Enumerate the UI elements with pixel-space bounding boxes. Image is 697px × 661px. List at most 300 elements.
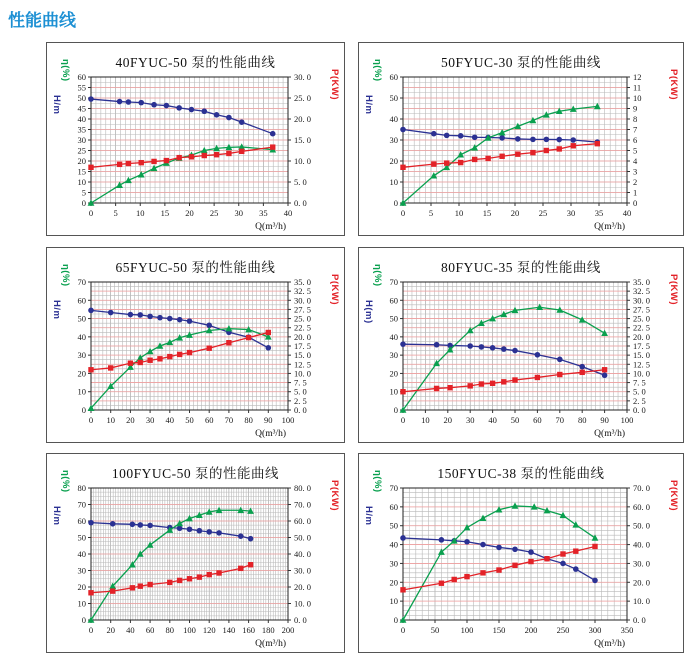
x-tick-label: 10	[106, 415, 115, 425]
right-tick-label: 20. 0	[633, 577, 650, 588]
chart-65fyuc-50	[46, 247, 345, 443]
x-tick-label: 300	[588, 625, 602, 635]
head-axis-label: H(m)	[363, 300, 374, 324]
right-tick-label: 5. 0	[294, 386, 307, 397]
right-tick-label: 40. 0	[294, 549, 311, 559]
head-marker	[467, 343, 473, 349]
left-tick-label: 5	[81, 187, 86, 198]
left-tick-label: 10	[77, 177, 86, 187]
head-marker	[216, 530, 222, 536]
right-tick-label: 27. 5	[294, 304, 311, 315]
x-tick-label: 20	[185, 208, 194, 218]
right-tick-label: 0. 0	[633, 615, 646, 625]
power-marker	[444, 160, 449, 165]
power-marker	[138, 360, 143, 365]
power-axis-label: P(KW)	[329, 274, 340, 305]
head-marker	[560, 561, 566, 567]
head-marker	[573, 566, 579, 572]
right-tick-label: 20. 0	[294, 582, 311, 592]
x-tick-label: 250	[556, 625, 570, 635]
power-marker	[557, 372, 562, 377]
x-axis-label: Q(m³/h)	[594, 429, 625, 439]
power-marker	[544, 148, 549, 153]
right-tick-label: 5. 0	[633, 386, 646, 397]
power-marker	[595, 141, 600, 146]
power-marker	[88, 590, 93, 595]
head-marker	[515, 136, 521, 142]
power-marker	[157, 356, 162, 361]
right-tick-label: 32. 5	[633, 286, 650, 297]
x-tick-label: 20	[443, 415, 453, 425]
head-marker	[128, 312, 134, 318]
x-tick-label: 100	[620, 415, 634, 425]
head-marker	[501, 346, 507, 352]
right-tick-label: 0. 0	[633, 405, 646, 415]
head-marker	[472, 134, 478, 140]
eta-axis-label: η(%)	[60, 470, 71, 493]
left-tick-label: 40	[77, 331, 86, 342]
power-marker	[472, 157, 477, 162]
head-marker	[187, 318, 193, 324]
head-marker	[557, 357, 563, 363]
left-tick-label: 70	[389, 277, 398, 287]
power-marker	[573, 548, 578, 553]
left-tick-label: 60	[389, 72, 398, 82]
x-tick-label: 80	[244, 415, 253, 425]
right-tick-label: 30. 0	[633, 295, 650, 306]
power-marker	[187, 576, 192, 581]
right-tick-label: 35. 0	[633, 277, 650, 287]
left-tick-label: 0	[81, 198, 86, 208]
left-tick-label: 20	[389, 156, 398, 166]
head-marker	[177, 317, 183, 323]
efficiency-curve	[403, 307, 605, 410]
left-tick-label: 10	[77, 598, 86, 609]
x-tick-label: 35	[594, 208, 604, 218]
right-tick-label: 1	[633, 187, 638, 198]
chart-title: 40FYUC-50 泵的性能曲线	[115, 55, 276, 70]
head-marker	[400, 127, 406, 133]
power-marker	[499, 154, 504, 159]
efficiency-marker	[457, 151, 464, 157]
chart-title: 150FYUC-38 泵的性能曲线	[437, 466, 605, 481]
right-tick-label: 50. 0	[294, 532, 311, 543]
x-tick-label: 200	[281, 625, 295, 635]
x-tick-label: 90	[264, 415, 273, 425]
x-axis-label: Q(m³/h)	[255, 639, 286, 649]
head-marker	[480, 542, 486, 548]
right-tick-label: 15. 0	[633, 350, 650, 361]
chart-plot	[359, 43, 683, 235]
right-tick-label: 35. 0	[294, 277, 311, 287]
head-marker	[226, 115, 232, 121]
x-tick-label: 160	[242, 625, 255, 635]
chart-plot	[47, 43, 344, 235]
head-axis-label: H/m	[51, 95, 62, 115]
right-tick-label: 60. 0	[294, 516, 311, 526]
chart-40fyuc-50	[46, 42, 345, 236]
head-marker	[528, 549, 534, 555]
x-tick-label: 180	[261, 625, 275, 635]
right-tick-label: 0	[633, 198, 638, 208]
right-tick-label: 3	[633, 166, 638, 177]
power-marker	[246, 335, 251, 340]
chart-80fyuc-35	[358, 247, 684, 443]
head-marker	[137, 522, 143, 528]
power-marker	[512, 377, 517, 382]
left-tick-label: 20	[389, 577, 398, 588]
right-tick-label: 15. 0	[294, 135, 311, 145]
power-marker	[108, 365, 113, 370]
left-tick-label: 40	[77, 549, 86, 559]
right-tick-label: 80. 0	[294, 483, 311, 493]
power-marker	[238, 566, 243, 571]
head-marker	[570, 137, 576, 143]
head-marker	[110, 521, 116, 527]
x-axis-label: Q(m³/h)	[594, 639, 625, 649]
eta-axis-label: η(%)	[60, 59, 71, 82]
efficiency-marker	[594, 103, 601, 109]
left-tick-label: 0	[81, 405, 86, 415]
right-tick-label: 22. 5	[294, 322, 311, 333]
left-tick-label: 40	[389, 539, 398, 550]
x-tick-label: 150	[492, 625, 506, 635]
head-marker	[206, 529, 212, 535]
x-tick-label: 100	[281, 415, 295, 425]
x-tick-label: 70	[555, 415, 565, 425]
power-marker	[439, 581, 444, 586]
power-marker	[434, 386, 439, 391]
power-marker	[400, 389, 405, 394]
power-marker	[164, 158, 169, 163]
power-marker	[202, 153, 207, 158]
right-tick-label: 27. 5	[633, 304, 650, 315]
left-tick-label: 0	[393, 198, 398, 208]
x-tick-label: 0	[400, 208, 406, 218]
left-tick-label: 0	[393, 405, 398, 415]
left-tick-label: 30	[77, 135, 86, 145]
left-tick-label: 0	[81, 615, 86, 625]
power-marker	[187, 350, 192, 355]
efficiency-marker	[430, 172, 437, 178]
power-marker	[214, 152, 219, 157]
left-tick-label: 50	[77, 93, 86, 103]
right-tick-label: 70. 0	[294, 499, 311, 510]
chart-title: 50FYUC-30 泵的性能曲线	[441, 55, 601, 70]
right-tick-label: 9	[633, 103, 638, 114]
left-tick-label: 40	[77, 114, 86, 124]
power-marker	[580, 370, 585, 375]
power-marker	[544, 556, 549, 561]
head-marker	[248, 536, 254, 542]
head-curve	[91, 99, 273, 134]
power-axis-label: P(KW)	[329, 480, 340, 511]
right-tick-label: 10	[633, 93, 642, 103]
power-marker	[468, 383, 473, 388]
right-tick-label: 17. 5	[294, 341, 311, 351]
x-tick-label: 60	[145, 625, 155, 635]
chart-plot	[47, 454, 344, 652]
power-marker	[479, 381, 484, 386]
head-marker	[479, 344, 485, 350]
power-marker	[512, 563, 517, 568]
x-tick-label: 30	[234, 208, 243, 218]
power-marker	[216, 570, 221, 575]
power-axis-label: P(KW)	[668, 480, 679, 511]
right-tick-label: 17. 5	[633, 341, 650, 351]
head-marker	[496, 545, 502, 551]
power-marker	[535, 375, 540, 380]
x-tick-label: 80	[165, 625, 175, 635]
head-marker	[544, 137, 550, 143]
efficiency-marker	[480, 515, 487, 521]
power-marker	[177, 578, 182, 583]
head-marker	[177, 525, 183, 531]
chart-plot	[359, 454, 683, 652]
right-tick-label: 20. 0	[294, 114, 311, 124]
power-marker	[207, 345, 212, 350]
power-marker	[515, 151, 520, 156]
power-marker	[239, 149, 244, 154]
power-marker	[452, 577, 457, 582]
right-tick-label: 11	[633, 82, 642, 93]
power-marker	[88, 165, 93, 170]
right-tick-label: 60. 0	[633, 501, 650, 512]
power-marker	[117, 162, 122, 167]
left-tick-label: 70	[77, 499, 86, 510]
power-marker	[226, 340, 231, 345]
power-marker	[447, 385, 452, 390]
power-marker	[501, 379, 506, 384]
right-tick-label: 50. 0	[633, 520, 650, 531]
power-marker	[207, 572, 212, 577]
left-tick-label: 60	[389, 295, 398, 306]
x-tick-label: 10	[421, 415, 430, 425]
left-tick-label: 50	[389, 93, 398, 103]
x-tick-label: 20	[106, 625, 115, 635]
left-tick-label: 55	[77, 82, 86, 93]
x-tick-label: 15	[160, 208, 170, 218]
power-marker	[602, 367, 607, 372]
x-tick-label: 50	[185, 415, 194, 425]
left-tick-label: 60	[77, 72, 86, 82]
left-tick-label: 30	[389, 135, 398, 145]
left-tick-label: 10	[77, 386, 86, 397]
power-marker	[167, 580, 172, 585]
x-tick-label: 120	[202, 625, 216, 635]
power-marker	[226, 151, 231, 156]
x-tick-label: 350	[620, 625, 634, 635]
left-tick-label: 20	[77, 156, 86, 166]
chart-plot	[359, 248, 683, 442]
x-tick-label: 20	[510, 208, 520, 218]
head-axis-label: H/m	[51, 506, 62, 526]
right-tick-label: 6	[633, 135, 638, 145]
chart-title: 65FYUC-50 泵的性能曲线	[115, 260, 276, 275]
head-marker	[201, 108, 207, 114]
power-marker	[177, 352, 182, 357]
power-marker	[189, 154, 194, 159]
head-marker	[400, 535, 406, 541]
power-marker	[400, 165, 405, 170]
x-tick-label: 70	[224, 415, 234, 425]
head-marker	[556, 137, 562, 143]
right-tick-label: 15. 0	[294, 350, 311, 361]
x-tick-label: 35	[259, 208, 268, 218]
left-tick-label: 70	[77, 277, 86, 287]
left-tick-label: 50	[77, 313, 86, 324]
head-marker	[189, 107, 195, 113]
right-tick-label: 7. 5	[294, 377, 307, 388]
power-marker	[592, 544, 597, 549]
head-marker	[88, 308, 94, 314]
power-marker	[176, 155, 181, 160]
power-marker	[560, 551, 565, 556]
x-tick-label: 90	[600, 415, 609, 425]
x-tick-label: 100	[460, 625, 474, 635]
head-marker	[512, 546, 518, 552]
right-tick-label: 0. 0	[294, 198, 307, 208]
right-tick-label: 12. 5	[633, 359, 650, 370]
power-axis-label: P(KW)	[668, 69, 679, 100]
x-axis-label: Q(m³/h)	[255, 429, 286, 439]
right-tick-label: 5. 0	[294, 177, 307, 187]
head-marker	[167, 316, 173, 322]
right-tick-label: 22. 5	[633, 322, 650, 333]
left-tick-label: 50	[389, 520, 398, 531]
x-tick-label: 50	[430, 625, 440, 635]
power-marker	[528, 559, 533, 564]
x-tick-label: 10	[136, 208, 145, 218]
head-marker	[602, 372, 608, 378]
left-tick-label: 10	[389, 596, 398, 607]
power-marker	[167, 354, 172, 359]
eta-axis-label: η(%)	[372, 470, 383, 493]
head-marker	[126, 99, 132, 105]
right-tick-label: 30. 0	[294, 295, 311, 306]
power-axis-label: P(KW)	[668, 274, 679, 305]
head-marker	[458, 133, 464, 139]
chart-150fyuc-38	[358, 453, 684, 653]
x-tick-label: 0	[88, 208, 94, 218]
power-marker	[530, 150, 535, 155]
left-tick-label: 30	[77, 565, 86, 576]
head-axis-label: H/m	[363, 95, 374, 115]
head-marker	[137, 312, 143, 318]
power-marker	[431, 161, 436, 166]
x-tick-label: 40	[622, 208, 632, 218]
left-tick-label: 20	[77, 582, 86, 592]
head-marker	[592, 578, 598, 584]
x-tick-label: 30	[465, 415, 475, 425]
x-axis-label: Q(m³/h)	[255, 222, 286, 232]
right-tick-label: 12. 5	[294, 359, 311, 370]
head-marker	[434, 342, 440, 348]
head-marker	[270, 131, 276, 137]
left-tick-label: 20	[389, 368, 398, 379]
right-tick-label: 2	[633, 177, 638, 187]
power-marker	[151, 159, 156, 164]
power-marker	[458, 160, 463, 165]
right-tick-label: 10. 0	[294, 156, 311, 166]
right-tick-label: 20. 0	[294, 331, 311, 342]
x-tick-label: 50	[510, 415, 520, 425]
head-marker	[157, 315, 163, 321]
left-tick-label: 25	[77, 145, 86, 156]
head-axis-label: H/m	[363, 506, 374, 526]
head-marker	[239, 119, 245, 125]
right-tick-label: 2. 5	[294, 395, 307, 406]
power-marker	[496, 567, 501, 572]
head-marker	[187, 526, 193, 532]
power-marker	[126, 161, 131, 166]
x-tick-label: 60	[533, 415, 542, 425]
efficiency-curve	[91, 147, 273, 203]
x-tick-label: 30	[145, 415, 155, 425]
head-marker	[108, 310, 114, 316]
head-marker	[499, 135, 505, 141]
left-tick-label: 50	[77, 532, 86, 543]
power-marker	[147, 358, 152, 363]
right-tick-label: 40. 0	[633, 539, 650, 550]
power-marker	[147, 582, 152, 587]
left-tick-label: 15	[77, 166, 86, 177]
head-axis-label: H/m	[51, 300, 62, 320]
head-marker	[535, 352, 541, 358]
left-tick-label: 30	[389, 350, 398, 361]
x-tick-label: 30	[566, 208, 576, 218]
power-marker	[464, 574, 469, 579]
left-tick-label: 35	[77, 124, 86, 135]
left-tick-label: 10	[389, 386, 398, 397]
right-tick-label: 30. 0	[294, 72, 311, 82]
eta-axis-label: η(%)	[60, 264, 71, 287]
power-marker	[270, 144, 275, 149]
head-marker	[490, 345, 496, 351]
right-tick-label: 10. 0	[294, 598, 311, 609]
eta-axis-label: η(%)	[372, 264, 383, 287]
power-marker	[557, 146, 562, 151]
x-tick-label: 40	[283, 208, 293, 218]
x-tick-label: 0	[88, 625, 94, 635]
power-marker	[248, 562, 253, 567]
right-tick-label: 30. 0	[294, 565, 311, 576]
head-marker	[214, 112, 220, 118]
right-tick-label: 70. 0	[633, 483, 650, 493]
chart-title: 100FYUC-50 泵的性能曲线	[111, 466, 280, 481]
head-marker	[138, 100, 144, 106]
chart-100fyuc-50	[46, 453, 345, 653]
head-marker	[439, 537, 445, 543]
power-marker	[485, 156, 490, 161]
right-tick-label: 2. 5	[633, 395, 646, 406]
right-tick-label: 10. 0	[294, 368, 311, 379]
x-tick-label: 5	[428, 208, 434, 218]
head-marker	[151, 102, 157, 108]
head-marker	[147, 523, 153, 529]
left-tick-label: 60	[77, 516, 86, 526]
x-tick-label: 40	[488, 415, 497, 425]
left-tick-label: 60	[77, 295, 86, 306]
left-tick-label: 60	[389, 501, 398, 512]
chart-plot	[47, 248, 344, 442]
efficiency-marker	[138, 171, 145, 177]
head-marker	[130, 522, 136, 528]
x-tick-label: 80	[577, 415, 587, 425]
chart-50fyuc-30	[358, 42, 684, 236]
right-tick-label: 30. 0	[633, 558, 650, 569]
efficiency-marker	[147, 348, 154, 354]
